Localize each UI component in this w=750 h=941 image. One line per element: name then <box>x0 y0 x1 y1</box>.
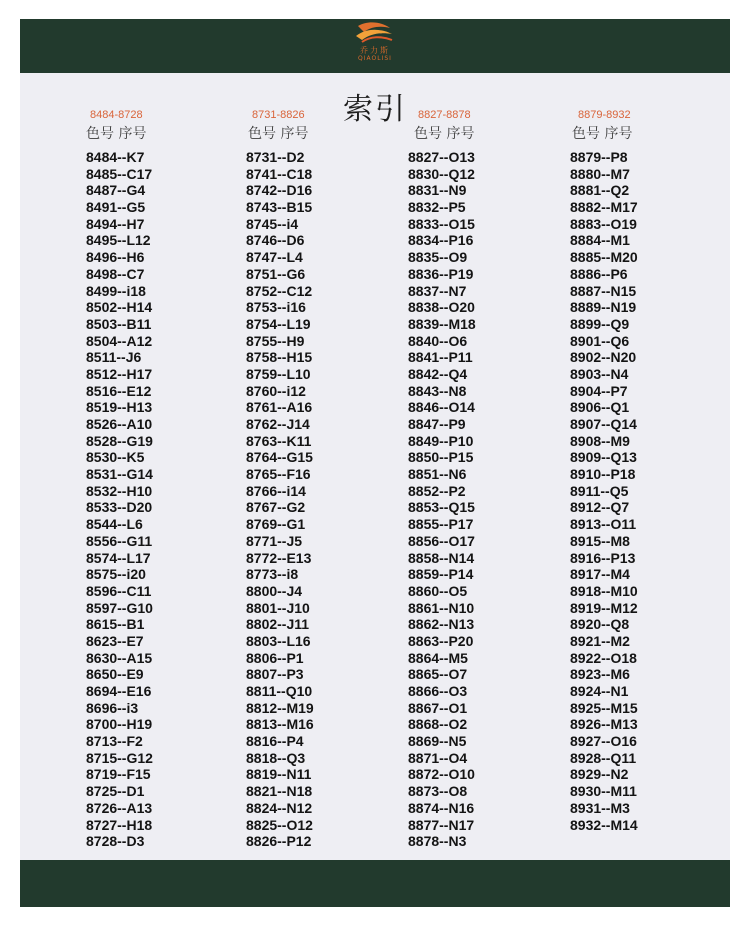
color-index-entry: 8526--A10 <box>86 416 153 432</box>
color-index-entry: 8852--P2 <box>408 482 466 499</box>
color-index-entry: 8835--O9 <box>408 249 468 266</box>
color-index-entry: 8921--M2 <box>570 632 630 649</box>
color-index-entry: 8919--M12 <box>570 599 638 616</box>
color-index-entry: 8491--G5 <box>86 199 146 216</box>
color-index-entry: 8872--O10 <box>408 766 475 783</box>
color-index-entry: 8907--Q14 <box>570 416 637 432</box>
color-index-entry: 8873--O8 <box>408 783 468 800</box>
color-index-entry: 8819--N11 <box>246 766 312 783</box>
color-index-entry: 8773--i8 <box>246 566 299 583</box>
color-index-entry: 8694--E16 <box>86 683 152 699</box>
color-index-entry: 8862--N13 <box>408 616 475 633</box>
index-column-2 <box>246 108 314 850</box>
color-index-entry: 8512--H17 <box>86 365 153 382</box>
color-index-entry: 8727--H18 <box>86 816 153 833</box>
color-index-entry: 8842--Q4 <box>408 365 468 382</box>
color-index-entry: 8904--P7 <box>570 382 628 399</box>
color-index-entry: 8741--C18 <box>246 165 313 182</box>
color-index-entry: 8932--M14 <box>570 816 638 833</box>
color-index-entry: 8762--J14 <box>246 416 310 432</box>
column-range: 8731-8826 <box>252 109 305 121</box>
color-index-entry: 8575--i20 <box>86 566 146 583</box>
color-index-entry: 8761--A16 <box>246 399 313 416</box>
color-index-entry: 8494--H7 <box>86 215 145 232</box>
color-index-entry: 8880--M7 <box>570 165 630 182</box>
color-index-entry: 8926--M13 <box>570 716 638 733</box>
color-index-entry: 8713--F2 <box>86 733 143 750</box>
color-index-entry: 8630--A15 <box>86 649 153 666</box>
column-subheading: 色号 序号 <box>572 126 633 142</box>
color-index-entry: 8884--M1 <box>570 232 630 249</box>
color-index-entry: 8837--N7 <box>408 282 467 299</box>
color-index-entry: 8753--i16 <box>246 299 306 316</box>
color-index-entry: 8818--Q3 <box>246 749 306 766</box>
color-index-entry: 8504--A12 <box>86 332 153 349</box>
color-index-entry: 8913--O11 <box>570 516 637 533</box>
color-index-entry: 8806--P1 <box>246 649 304 666</box>
color-index-entry: 8725--D1 <box>86 783 145 800</box>
color-index-entry: 8849--P10 <box>408 432 474 449</box>
color-index-entry: 8812--M19 <box>246 699 314 716</box>
color-index-entry: 8869--N5 <box>408 733 467 750</box>
color-index-entry: 8759--L10 <box>246 365 311 382</box>
color-index-entry: 8832--P5 <box>408 199 466 216</box>
color-index-entry: 8908--M9 <box>570 432 630 449</box>
brand-name-cn: 乔力斯 <box>360 46 390 55</box>
color-index-entry: 8696--i3 <box>86 699 139 716</box>
color-index-entry: 8838--O20 <box>408 299 475 316</box>
color-index-entry: 8769--G1 <box>246 516 306 533</box>
color-index-entry: 8909--Q13 <box>570 449 637 466</box>
color-index-entry: 8882--M17 <box>570 199 638 216</box>
color-index-entry: 8531--G14 <box>86 466 153 483</box>
color-index-entry: 8498--C7 <box>86 265 145 282</box>
column-subheading: 色号 序号 <box>414 126 475 142</box>
color-index-entry: 8765--F16 <box>246 466 311 483</box>
color-index-entry: 8856--O17 <box>408 532 475 549</box>
column-range: 8827-8878 <box>418 109 471 121</box>
color-index-entry: 8928--Q11 <box>570 749 637 766</box>
color-index-entry: 8485--C17 <box>86 165 153 182</box>
color-index-entry: 8863--P20 <box>408 632 474 649</box>
color-index-entry: 8760--i12 <box>246 382 306 399</box>
color-index-entry: 8528--G19 <box>86 432 153 449</box>
brand-name-en: QIAOLISI <box>358 55 392 62</box>
color-index-entry: 8871--O4 <box>408 749 468 766</box>
color-index-entry: 8623--E7 <box>86 632 144 649</box>
color-index-entry: 8836--P19 <box>408 265 474 282</box>
color-index-entry: 8866--O3 <box>408 683 468 699</box>
color-index-entry: 8758--H15 <box>246 349 313 366</box>
color-index-entry: 8901--Q6 <box>570 332 630 349</box>
index-column-1 <box>86 108 153 850</box>
color-index-entry: 8834--P16 <box>408 232 474 249</box>
color-index-entry: 8519--H13 <box>86 399 153 416</box>
color-index-entry: 8726--A13 <box>86 799 153 816</box>
entry-list <box>86 149 153 850</box>
color-index-entry: 8533--D20 <box>86 499 153 516</box>
color-index-entry: 8650--E9 <box>86 666 144 683</box>
color-index-entry: 8853--Q15 <box>408 499 475 516</box>
color-index-entry: 8743--B15 <box>246 199 313 216</box>
color-index-entry: 8754--L19 <box>246 315 311 332</box>
color-index-entry: 8813--M16 <box>246 716 314 733</box>
color-index-entry: 8922--O18 <box>570 649 637 666</box>
column-subheading: 色号 序号 <box>248 126 309 142</box>
color-index-entry: 8556--G11 <box>86 532 153 549</box>
color-index-entry: 8858--N14 <box>408 549 475 566</box>
color-index-entry: 8864--M5 <box>408 649 468 666</box>
color-index-entry: 8615--B1 <box>86 616 145 633</box>
color-index-entry: 8803--L16 <box>246 632 311 649</box>
color-index-entry: 8745--i4 <box>246 215 299 232</box>
color-index-entry: 8865--O7 <box>408 666 468 683</box>
color-index-entry: 8885--M20 <box>570 249 638 266</box>
column-subheading: 色号 序号 <box>86 126 147 142</box>
color-index-entry: 8929--N2 <box>570 766 629 783</box>
color-index-entry: 8764--G15 <box>246 449 313 466</box>
color-index-entry: 8861--N10 <box>408 599 475 616</box>
color-index-entry: 8831--N9 <box>408 182 467 199</box>
color-index-entry: 8840--O6 <box>408 332 468 349</box>
color-index-entry: 8906--Q1 <box>570 399 630 416</box>
color-index-entry: 8839--M18 <box>408 315 476 332</box>
color-index-entry: 8883--O19 <box>570 215 637 232</box>
color-index-entry: 8859--P14 <box>408 566 474 583</box>
color-index-entry: 8596--C11 <box>86 582 152 599</box>
page-title: 索引 <box>343 92 407 127</box>
color-index-entry: 8544--L6 <box>86 516 143 533</box>
color-index-entry: 8867--O1 <box>408 699 468 716</box>
color-index-entry: 8887--N15 <box>570 282 637 299</box>
color-index-entry: 8516--E12 <box>86 382 152 399</box>
color-index-entry: 8771--J5 <box>246 532 303 549</box>
color-index-entry: 8903--N4 <box>570 365 629 382</box>
color-index-entry: 8927--O16 <box>570 733 637 750</box>
entry-list <box>246 149 314 850</box>
color-index-entry: 8843--N8 <box>408 382 467 399</box>
color-index-entry: 8931--M3 <box>570 799 630 816</box>
color-index-entry: 8879--P8 <box>570 149 628 165</box>
color-index-entry: 8830--Q12 <box>408 165 475 182</box>
color-index-entry: 8924--N1 <box>570 683 629 699</box>
color-index-entry: 8827--O13 <box>408 149 475 165</box>
color-index-entry: 8742--D16 <box>246 182 313 199</box>
brand-logo <box>330 20 420 72</box>
entry-list <box>570 149 638 833</box>
color-index-entry: 8746--D6 <box>246 232 305 249</box>
color-index-entry: 8772--E13 <box>246 549 312 566</box>
color-index-entry: 8910--P18 <box>570 466 636 483</box>
color-index-entry: 8915--M8 <box>570 532 630 549</box>
color-index-entry: 8530--K5 <box>86 449 145 466</box>
color-index-entry: 8715--G12 <box>86 749 153 766</box>
index-column-4 <box>570 108 638 833</box>
color-index-entry: 8767--G2 <box>246 499 306 516</box>
color-index-entry: 8860--O5 <box>408 582 468 599</box>
color-index-entry: 8826--P12 <box>246 833 312 850</box>
color-index-entry: 8855--P17 <box>408 516 474 533</box>
color-index-entry: 8851--N6 <box>408 466 467 483</box>
color-index-entry: 8816--P4 <box>246 733 304 750</box>
color-index-entry: 8846--O14 <box>408 399 475 416</box>
color-index-entry: 8502--H14 <box>86 299 153 316</box>
color-index-entry: 8917--M4 <box>570 566 630 583</box>
color-index-entry: 8833--O15 <box>408 215 475 232</box>
color-index-entry: 8881--Q2 <box>570 182 630 199</box>
color-index-entry: 8824--N12 <box>246 799 313 816</box>
color-index-entry: 8574--L17 <box>86 549 151 566</box>
color-index-entry: 8902--N20 <box>570 349 637 366</box>
index-column-3 <box>408 108 476 850</box>
color-index-entry: 8841--P11 <box>408 349 473 366</box>
column-range: 8879-8932 <box>578 109 631 121</box>
color-index-entry: 8731--D2 <box>246 149 305 165</box>
color-index-entry: 8918--M10 <box>570 582 638 599</box>
color-index-entry: 8878--N3 <box>408 833 467 850</box>
color-index-entry: 8800--J4 <box>246 582 303 599</box>
color-index-entry: 8484--K7 <box>86 149 145 165</box>
color-index-entry: 8916--P13 <box>570 549 636 566</box>
color-index-entry: 8930--M11 <box>570 783 637 800</box>
color-index-entry: 8747--L4 <box>246 249 303 266</box>
color-index-entry: 8847--P9 <box>408 416 466 432</box>
color-index-entry: 8496--H6 <box>86 249 145 266</box>
color-index-entry: 8920--Q8 <box>570 616 630 633</box>
color-index-entry: 8719--F15 <box>86 766 151 783</box>
brand-mark-icon <box>352 20 398 46</box>
color-index-entry: 8868--O2 <box>408 716 468 733</box>
color-index-entry: 8532--H10 <box>86 482 153 499</box>
color-index-entry: 8487--G4 <box>86 182 146 199</box>
color-index-entry: 8923--M6 <box>570 666 630 683</box>
color-index-entry: 8899--Q9 <box>570 315 630 332</box>
color-index-entry: 8700--H19 <box>86 716 153 733</box>
color-index-entry: 8766--i14 <box>246 482 306 499</box>
color-index-entry: 8825--O12 <box>246 816 313 833</box>
color-index-entry: 8728--D3 <box>86 833 145 850</box>
color-index-entry: 8503--B11 <box>86 315 152 332</box>
color-index-entry: 8511--J6 <box>86 349 142 366</box>
color-index-entry: 8886--P6 <box>570 265 628 282</box>
color-index-entry: 8850--P15 <box>408 449 474 466</box>
color-index-entry: 8495--L12 <box>86 232 151 249</box>
color-index-entry: 8499--i18 <box>86 282 146 299</box>
color-index-entry: 8801--J10 <box>246 599 310 616</box>
color-index-entry: 8763--K11 <box>246 432 312 449</box>
column-range: 8484-8728 <box>90 109 143 121</box>
color-index-entry: 8597--G10 <box>86 599 153 616</box>
color-index-entry: 8925--M15 <box>570 699 638 716</box>
color-index-entry: 8811--Q10 <box>246 683 313 699</box>
color-index-entry: 8802--J11 <box>246 616 310 633</box>
color-index-entry: 8752--C12 <box>246 282 313 299</box>
color-index-entry: 8755--H9 <box>246 332 305 349</box>
color-index-entry: 8751--G6 <box>246 265 306 282</box>
color-index-entry: 8911--Q5 <box>570 482 629 499</box>
color-index-entry: 8821--N18 <box>246 783 313 800</box>
color-index-entry: 8874--N16 <box>408 799 475 816</box>
color-index-entry: 8807--P3 <box>246 666 304 683</box>
color-index-entry: 8889--N19 <box>570 299 637 316</box>
color-index-entry: 8912--Q7 <box>570 499 630 516</box>
entry-list <box>408 149 476 850</box>
color-index-entry: 8877--N17 <box>408 816 475 833</box>
